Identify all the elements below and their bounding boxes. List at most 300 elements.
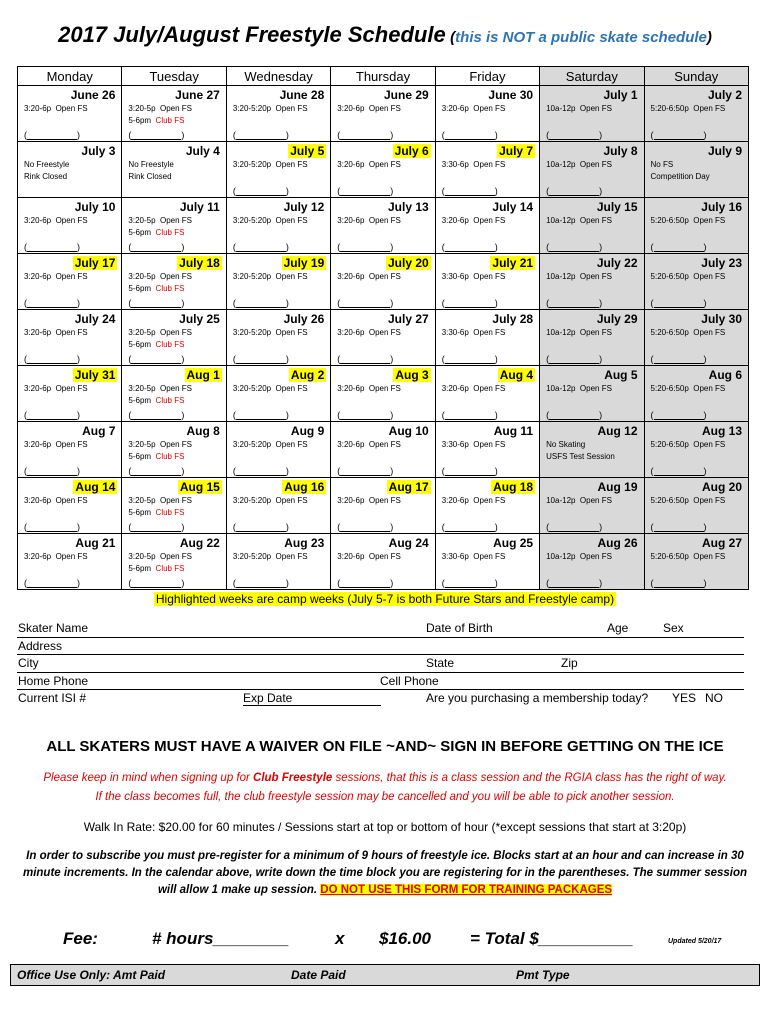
day-cell bbox=[644, 366, 748, 422]
updated-date: Updated 5/20/17 bbox=[668, 938, 722, 945]
session-list bbox=[651, 439, 726, 451]
time-block-line[interactable] bbox=[236, 355, 286, 364]
day-date: Aug 2 bbox=[290, 368, 325, 382]
time-block-line[interactable] bbox=[654, 523, 704, 532]
club-fs-label: Club FS bbox=[155, 340, 185, 349]
day-date: Aug 14 bbox=[75, 480, 116, 494]
session-list bbox=[651, 215, 726, 227]
page-title bbox=[0, 22, 770, 48]
time-block-line[interactable] bbox=[549, 131, 599, 140]
time-block-entry[interactable]: ( ) bbox=[128, 410, 185, 420]
session-line: 5:20-6:50p Open FS bbox=[650, 384, 726, 393]
session-list bbox=[337, 439, 401, 451]
walk-in-rate: Walk In Rate: $20.00 for 60 minutes / Sessions start at top or bottom of hour (*except sessions that start at 3:20p) bbox=[83, 820, 687, 834]
time-block-line[interactable] bbox=[340, 243, 390, 252]
time-block-line[interactable] bbox=[131, 131, 181, 140]
day-cell bbox=[226, 534, 330, 590]
day-date: Aug 19 bbox=[597, 480, 638, 494]
day-date: July 14 bbox=[492, 200, 534, 214]
time-block-entry[interactable]: ( ) bbox=[441, 186, 498, 196]
session-list bbox=[128, 103, 192, 127]
day-date: July 13 bbox=[387, 200, 429, 214]
time-block-entry[interactable]: ( ) bbox=[232, 186, 289, 196]
session-line: No Freestyle bbox=[128, 160, 174, 169]
time-block-line[interactable] bbox=[236, 243, 286, 252]
address-row[interactable] bbox=[17, 638, 744, 656]
day-date: July 1 bbox=[603, 88, 638, 102]
time-block-line[interactable] bbox=[27, 411, 77, 420]
subscription-note: In order to subscribe you must pre-register for a minimum of 9 hours of freestyle ice. Blocks start at an hour and can increase in 30 minute increments. In the calendar above, write down the time block you are registering for in the parentheses. The summer session will allow 1 make up session. DO NOT USE THIS FORM FOR TRAINING PACKAGES bbox=[22, 850, 748, 896]
session-line: 10a-12p Open FS bbox=[546, 552, 612, 561]
day-cell bbox=[226, 478, 330, 534]
session-line: 3:20-5:20p Open FS bbox=[232, 272, 308, 281]
time-block-entry[interactable]: ( ) bbox=[441, 242, 498, 252]
time-block-entry[interactable]: ( ) bbox=[232, 242, 289, 252]
time-block-line[interactable] bbox=[445, 355, 495, 364]
session-list bbox=[128, 215, 192, 239]
time-block-line[interactable] bbox=[549, 523, 599, 532]
session-list bbox=[651, 103, 726, 115]
time-block-line[interactable] bbox=[236, 523, 286, 532]
time-block-entry[interactable]: ( ) bbox=[232, 522, 289, 532]
time-block-line[interactable] bbox=[131, 579, 181, 588]
session-list bbox=[337, 551, 401, 563]
day-date: Aug 6 bbox=[708, 368, 742, 382]
time-block-line[interactable] bbox=[131, 467, 181, 476]
session-list bbox=[337, 271, 401, 283]
session-line: 3:30-6p Open FS bbox=[441, 552, 506, 561]
day-date: Aug 25 bbox=[493, 536, 534, 550]
day-date: Aug 1 bbox=[186, 368, 220, 382]
time-block-entry[interactable]: ( ) bbox=[232, 466, 289, 476]
calendar-body bbox=[18, 86, 749, 590]
session-list bbox=[337, 215, 401, 227]
sex-label: Sex bbox=[663, 621, 684, 635]
time-block-entry[interactable]: ( ) bbox=[337, 410, 394, 420]
time-block-entry[interactable]: ( ) bbox=[441, 298, 498, 308]
session-list bbox=[24, 159, 69, 183]
club-freestyle-note-1: Please keep in mind when signing up for Club Freestyle sessions, that this is a class session and the RGIA class has the right of way. bbox=[43, 772, 727, 784]
day-cell bbox=[122, 310, 226, 366]
time-block-line[interactable] bbox=[445, 243, 495, 252]
session-list bbox=[128, 383, 192, 407]
time-block-line[interactable] bbox=[340, 187, 390, 196]
day-date: June 28 bbox=[279, 88, 325, 102]
day-date: July 15 bbox=[596, 200, 638, 214]
day-date: July 5 bbox=[290, 144, 325, 158]
time-block-entry[interactable]: ( ) bbox=[546, 578, 603, 588]
time-block-entry[interactable]: ( ) bbox=[650, 242, 707, 252]
club-freestyle-note-2: If the class becomes full, the club freestyle session may be cancelled and you will be able to pick another session. bbox=[95, 791, 675, 803]
day-cell bbox=[435, 198, 539, 254]
session-list bbox=[233, 327, 308, 339]
session-line: 5-6pm Club FS bbox=[128, 284, 185, 293]
session-list bbox=[24, 103, 88, 115]
time-block-entry[interactable]: ( ) bbox=[546, 522, 603, 532]
day-date: Aug 27 bbox=[701, 536, 742, 550]
day-cell bbox=[644, 478, 748, 534]
time-block-entry[interactable]: ( ) bbox=[650, 354, 707, 364]
week-row bbox=[18, 142, 749, 198]
session-list bbox=[651, 495, 726, 507]
time-block-line[interactable] bbox=[549, 355, 599, 364]
session-list bbox=[546, 495, 612, 507]
time-block-line[interactable] bbox=[445, 131, 495, 140]
day-date: July 11 bbox=[179, 200, 220, 214]
day-cell bbox=[644, 142, 748, 198]
time-block-line[interactable] bbox=[27, 355, 77, 364]
day-date: Aug 10 bbox=[388, 424, 429, 438]
time-block-entry[interactable]: ( ) bbox=[337, 242, 394, 252]
time-block-entry[interactable]: ( ) bbox=[337, 522, 394, 532]
time-block-line[interactable] bbox=[236, 299, 286, 308]
time-block-line[interactable] bbox=[445, 523, 495, 532]
day-cell bbox=[435, 422, 539, 478]
session-line: 3:20-6p Open FS bbox=[337, 496, 401, 505]
week-row bbox=[18, 198, 749, 254]
day-date: Aug 17 bbox=[388, 480, 429, 494]
session-line: 3:20-6p Open FS bbox=[24, 216, 88, 225]
time-block-line[interactable] bbox=[445, 299, 495, 308]
time-block-entry[interactable]: ( ) bbox=[128, 578, 185, 588]
session-list bbox=[337, 159, 401, 171]
day-date: July 20 bbox=[387, 256, 429, 270]
time-block-line[interactable] bbox=[131, 299, 181, 308]
week-row bbox=[18, 478, 749, 534]
time-block-line[interactable] bbox=[445, 467, 495, 476]
zip-label: Zip bbox=[561, 656, 578, 670]
time-block-line[interactable] bbox=[27, 523, 77, 532]
time-block-entry[interactable]: ( ) bbox=[337, 578, 394, 588]
session-list bbox=[442, 439, 506, 451]
state-label: State bbox=[426, 656, 455, 670]
day-cell bbox=[122, 422, 226, 478]
time-block-entry[interactable]: ( ) bbox=[441, 130, 498, 140]
day-cell bbox=[435, 478, 539, 534]
day-cell bbox=[435, 534, 539, 590]
day-cell bbox=[18, 422, 122, 478]
day-cell bbox=[122, 142, 226, 198]
day-date: Aug 23 bbox=[284, 536, 325, 550]
time-block-entry[interactable]: ( ) bbox=[650, 130, 707, 140]
time-block-entry[interactable]: ( ) bbox=[650, 298, 707, 308]
time-block-entry[interactable]: ( ) bbox=[24, 466, 80, 476]
time-block-entry[interactable]: ( ) bbox=[546, 130, 603, 140]
time-block-entry[interactable]: ( ) bbox=[337, 298, 394, 308]
week-row bbox=[18, 254, 749, 310]
day-date: July 21 bbox=[492, 256, 534, 270]
time-block-line[interactable] bbox=[549, 299, 599, 308]
session-list bbox=[546, 159, 612, 171]
session-line: 3:20-5:20p Open FS bbox=[232, 328, 308, 337]
time-block-line[interactable] bbox=[340, 523, 390, 532]
session-line: 5-6pm Club FS bbox=[128, 116, 185, 125]
day-date: June 29 bbox=[383, 88, 429, 102]
session-line: 3:20-5:20p Open FS bbox=[232, 440, 308, 449]
time-block-line[interactable] bbox=[654, 411, 704, 420]
day-cell bbox=[540, 534, 644, 590]
time-block-entry[interactable]: ( ) bbox=[650, 522, 707, 532]
total-field[interactable]: = Total $__________ bbox=[470, 929, 634, 948]
waiver-notice: ALL SKATERS MUST HAVE A WAIVER ON FILE ~AND~ SIGN IN BEFORE GETTING ON THE ICE bbox=[46, 738, 724, 755]
time-block-entry[interactable]: ( ) bbox=[441, 522, 498, 532]
club-fs-label: Club FS bbox=[155, 396, 185, 405]
day-cell bbox=[644, 422, 748, 478]
time-block-entry[interactable]: ( ) bbox=[24, 522, 80, 532]
time-block-entry[interactable]: ( ) bbox=[24, 130, 80, 140]
time-block-line[interactable] bbox=[27, 131, 77, 140]
day-header-row bbox=[18, 67, 749, 86]
session-list bbox=[233, 495, 308, 507]
exp-date-line[interactable] bbox=[243, 705, 381, 706]
time-block-entry[interactable]: ( ) bbox=[650, 410, 707, 420]
time-block-line[interactable] bbox=[445, 411, 495, 420]
day-cell bbox=[331, 422, 435, 478]
day-date: July 28 bbox=[492, 312, 534, 326]
session-list bbox=[546, 215, 612, 227]
session-line: 5:20-6:50p Open FS bbox=[650, 496, 726, 505]
day-date: July 29 bbox=[596, 312, 638, 326]
week-row bbox=[18, 422, 749, 478]
session-line: 3:20-5:20p Open FS bbox=[232, 384, 308, 393]
session-line: 3:20-6p Open FS bbox=[337, 384, 401, 393]
cell-phone-label: Cell Phone bbox=[380, 673, 439, 688]
time-block-entry[interactable]: ( ) bbox=[128, 466, 185, 476]
day-cell bbox=[644, 310, 748, 366]
time-block-line[interactable] bbox=[131, 411, 181, 420]
session-line: 3:20-6p Open FS bbox=[24, 272, 88, 281]
day-date: Aug 7 bbox=[82, 424, 116, 438]
session-list bbox=[233, 383, 308, 395]
session-list bbox=[651, 327, 726, 339]
session-list bbox=[337, 383, 401, 395]
time-block-line[interactable] bbox=[340, 411, 390, 420]
session-line: 10a-12p Open FS bbox=[546, 384, 612, 393]
membership-yes[interactable]: YES bbox=[672, 691, 697, 705]
day-date: July 27 bbox=[387, 312, 429, 326]
session-line: 3:20-5:20p Open FS bbox=[232, 496, 308, 505]
time-block-line[interactable] bbox=[549, 187, 599, 196]
day-date: July 25 bbox=[179, 312, 220, 326]
time-block-entry[interactable]: ( ) bbox=[546, 410, 603, 420]
session-line: 3:20-5p Open FS bbox=[128, 104, 193, 113]
day-cell bbox=[122, 86, 226, 142]
day-date: Aug 4 bbox=[499, 368, 534, 382]
session-line: 5-6pm Club FS bbox=[128, 564, 185, 573]
time-block-entry[interactable]: ( ) bbox=[128, 130, 185, 140]
time-block-line[interactable] bbox=[654, 299, 704, 308]
time-block-line[interactable] bbox=[654, 243, 704, 252]
day-date: July 26 bbox=[283, 312, 325, 326]
club-fs-label: Club FS bbox=[155, 508, 185, 517]
time-block-line[interactable] bbox=[236, 467, 286, 476]
time-block-entry[interactable]: ( ) bbox=[24, 242, 80, 252]
day-date: July 19 bbox=[283, 256, 325, 270]
day-date: Aug 20 bbox=[701, 480, 742, 494]
session-list bbox=[128, 551, 192, 575]
time-block-entry[interactable]: ( ) bbox=[546, 186, 603, 196]
time-block-line[interactable] bbox=[131, 523, 181, 532]
time-block-entry[interactable]: ( ) bbox=[232, 354, 289, 364]
day-cell bbox=[18, 366, 122, 422]
office-date-paid: Date Paid bbox=[291, 968, 346, 982]
session-line: 3:20-6p Open FS bbox=[337, 328, 401, 337]
day-cell bbox=[331, 310, 435, 366]
time-block-line[interactable] bbox=[549, 243, 599, 252]
time-block-entry[interactable]: ( ) bbox=[128, 354, 185, 364]
training-package-warning: DO NOT USE THIS FORM FOR TRAINING PACKAGES bbox=[320, 884, 613, 896]
session-list bbox=[233, 103, 308, 115]
day-date: Aug 3 bbox=[395, 368, 429, 382]
club-fs-label: Club FS bbox=[155, 564, 185, 573]
time-block-entry[interactable]: ( ) bbox=[24, 354, 80, 364]
time-block-line[interactable] bbox=[27, 299, 77, 308]
home-phone-label: Home Phone bbox=[18, 673, 89, 688]
session-line: 5:20-6:50p Open FS bbox=[650, 216, 726, 225]
time-block-entry[interactable]: ( ) bbox=[128, 522, 185, 532]
time-block-line[interactable] bbox=[340, 579, 390, 588]
time-block-entry[interactable]: ( ) bbox=[337, 354, 394, 364]
time-block-line[interactable] bbox=[27, 243, 77, 252]
session-list bbox=[233, 551, 308, 563]
day-cell bbox=[226, 310, 330, 366]
session-line: 3:30-6p Open FS bbox=[441, 328, 506, 337]
session-line: 3:20-5:20p Open FS bbox=[232, 216, 308, 225]
session-list bbox=[651, 383, 726, 395]
time-block-line[interactable] bbox=[340, 355, 390, 364]
day-cell bbox=[331, 366, 435, 422]
session-line: No Skating bbox=[546, 440, 586, 449]
day-cell bbox=[540, 86, 644, 142]
time-block-entry[interactable]: ( ) bbox=[24, 298, 80, 308]
time-block-entry[interactable]: ( ) bbox=[546, 298, 603, 308]
time-block-entry[interactable]: ( ) bbox=[337, 186, 394, 196]
session-line: 3:20-6p Open FS bbox=[24, 440, 88, 449]
time-block-entry[interactable]: ( ) bbox=[441, 466, 498, 476]
time-block-entry[interactable]: ( ) bbox=[337, 130, 394, 140]
time-block-line[interactable] bbox=[445, 187, 495, 196]
week-row bbox=[18, 534, 749, 590]
session-list bbox=[24, 327, 88, 339]
day-date: July 3 bbox=[81, 144, 116, 158]
office-amt-paid: Office Use Only: Amt Paid bbox=[17, 968, 166, 982]
time-block-entry[interactable]: ( ) bbox=[128, 298, 185, 308]
time-block-entry[interactable]: ( ) bbox=[232, 298, 289, 308]
session-line: 5:20-6:50p Open FS bbox=[650, 272, 726, 281]
schedule-subtitle: (this is NOT a public skate schedule) bbox=[450, 29, 712, 46]
time-block-entry[interactable]: ( ) bbox=[441, 578, 498, 588]
day-cell bbox=[331, 198, 435, 254]
time-block-line[interactable] bbox=[340, 131, 390, 140]
session-line: 3:20-6p Open FS bbox=[441, 384, 506, 393]
time-block-entry[interactable]: ( ) bbox=[546, 242, 603, 252]
phone-row[interactable] bbox=[17, 673, 744, 691]
session-line: 10a-12p Open FS bbox=[546, 160, 612, 169]
day-date: Aug 9 bbox=[290, 424, 325, 438]
city-label: City bbox=[18, 656, 39, 670]
session-line: 3:20-6p Open FS bbox=[337, 160, 401, 169]
club-fs-label: Club FS bbox=[155, 228, 185, 237]
city-row[interactable] bbox=[17, 655, 744, 673]
day-date: July 6 bbox=[394, 144, 429, 158]
session-list bbox=[546, 103, 612, 115]
time-block-line[interactable] bbox=[236, 411, 286, 420]
time-block-line[interactable] bbox=[236, 579, 286, 588]
day-cell bbox=[122, 478, 226, 534]
time-block-line[interactable] bbox=[445, 579, 495, 588]
day-cell bbox=[331, 534, 435, 590]
time-block-entry[interactable]: ( ) bbox=[441, 410, 498, 420]
time-block-entry[interactable]: ( ) bbox=[650, 466, 707, 476]
skater-name-row[interactable] bbox=[17, 620, 744, 638]
session-line: 3:20-5p Open FS bbox=[128, 328, 193, 337]
hours-field[interactable]: # hours________ bbox=[152, 929, 290, 948]
time-block-line[interactable] bbox=[654, 467, 704, 476]
time-block-entry[interactable]: ( ) bbox=[650, 578, 707, 588]
membership-no[interactable]: NO bbox=[705, 691, 723, 705]
time-block-entry[interactable]: ( ) bbox=[441, 354, 498, 364]
skater-name-label: Skater Name bbox=[18, 621, 89, 635]
time-block-line[interactable] bbox=[27, 579, 77, 588]
session-line: 3:20-6p Open FS bbox=[337, 216, 401, 225]
time-block-entry[interactable]: ( ) bbox=[232, 130, 289, 140]
session-line: 10a-12p Open FS bbox=[546, 496, 612, 505]
day-cell bbox=[18, 478, 122, 534]
time-block-line[interactable] bbox=[654, 355, 704, 364]
day-date: Aug 8 bbox=[186, 424, 220, 438]
day-date: Aug 24 bbox=[388, 536, 429, 550]
day-date: Aug 12 bbox=[597, 424, 638, 438]
session-list bbox=[233, 439, 308, 451]
time-block-line[interactable] bbox=[131, 243, 181, 252]
time-block-line[interactable] bbox=[131, 355, 181, 364]
time-block-entry[interactable]: ( ) bbox=[337, 466, 394, 476]
time-block-line[interactable] bbox=[549, 411, 599, 420]
time-block-line[interactable] bbox=[654, 131, 704, 140]
time-block-line[interactable] bbox=[236, 187, 286, 196]
time-block-line[interactable] bbox=[654, 579, 704, 588]
session-line: 10a-12p Open FS bbox=[546, 104, 612, 113]
time-block-entry[interactable]: ( ) bbox=[232, 578, 289, 588]
time-block-line[interactable] bbox=[340, 299, 390, 308]
session-line: 3:20-5p Open FS bbox=[128, 440, 193, 449]
time-block-entry[interactable]: ( ) bbox=[546, 354, 603, 364]
time-block-entry[interactable]: ( ) bbox=[128, 242, 185, 252]
session-line: Competition Day bbox=[650, 172, 710, 181]
time-block-line[interactable] bbox=[236, 131, 286, 140]
session-list bbox=[128, 495, 192, 519]
time-block-line[interactable] bbox=[27, 467, 77, 476]
session-list bbox=[442, 159, 506, 171]
time-block-entry[interactable]: ( ) bbox=[24, 578, 80, 588]
session-list bbox=[233, 271, 308, 283]
session-line: 3:20-6p Open FS bbox=[337, 272, 401, 281]
isi-row[interactable] bbox=[17, 690, 744, 708]
time-block-entry[interactable]: ( ) bbox=[232, 410, 289, 420]
time-block-line[interactable] bbox=[549, 579, 599, 588]
session-line: 5-6pm Club FS bbox=[128, 508, 185, 517]
highlight-note: Highlighted weeks are camp weeks (July 5-7 is both Future Stars and Freestyle camp) bbox=[155, 592, 615, 606]
session-line: 3:20-5p Open FS bbox=[128, 496, 193, 505]
session-line: 3:20-5p Open FS bbox=[128, 384, 193, 393]
session-line: 3:20-6p Open FS bbox=[24, 496, 88, 505]
day-date: June 26 bbox=[70, 88, 116, 102]
session-list bbox=[24, 383, 88, 395]
session-line: No Freestyle bbox=[24, 160, 70, 169]
session-list bbox=[24, 271, 88, 283]
time-block-entry[interactable]: ( ) bbox=[24, 410, 80, 420]
time-block-line[interactable] bbox=[340, 467, 390, 476]
